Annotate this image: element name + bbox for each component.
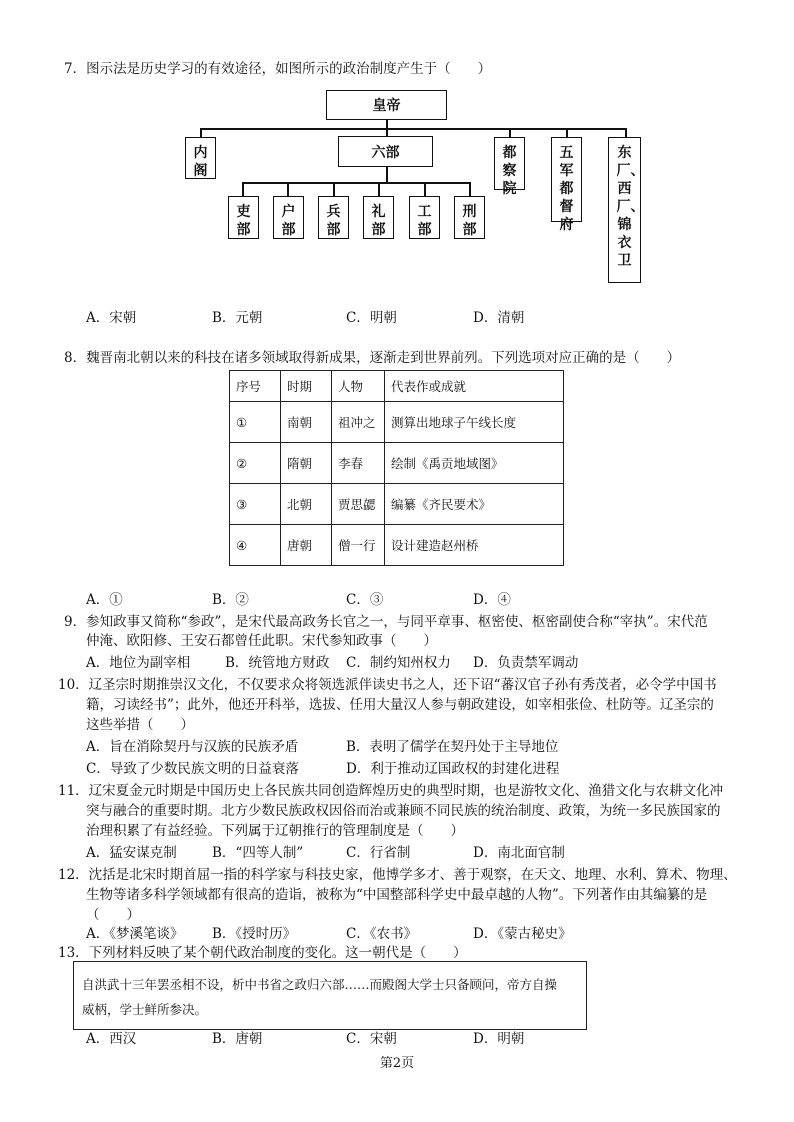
q12-line-1: 12．沈括是北宋时期首屈一指的科学家与科技史家，他博学多才、善于观察，在天文、地理、水利、算术、物理、 <box>58 867 737 883</box>
q12-line-3: （ ） <box>86 907 140 923</box>
q9-option-c[interactable]: C．制约知州权力 <box>346 655 451 671</box>
table-header-cell: 时期 <box>281 371 332 402</box>
emperor-box: 皇帝 <box>326 90 447 120</box>
table-row <box>230 525 564 566</box>
ministry-li2-box: 礼部 <box>363 196 394 239</box>
table-cell: 设计建造赵州桥 <box>385 525 564 566</box>
table-header-cell: 代表作或成就 <box>385 371 564 402</box>
changwei-box: 东厂、西厂、锦衣卫 <box>608 137 641 283</box>
q9-line-2: 仲淹、欧阳修、王安石都曾任此职。宋代参知政事（ ） <box>86 633 437 649</box>
wujun-box: 五军都督府 <box>551 137 582 222</box>
q7-option-a[interactable]: A．宋朝 <box>86 310 137 326</box>
q10-option-d[interactable]: D．利于推动辽国政权的封建化进程 <box>346 761 560 777</box>
table-cell: 祖冲之 <box>332 402 385 443</box>
page-number: 第2页 <box>379 1056 415 1071</box>
table-cell: 僧一行 <box>332 525 385 566</box>
q10-option-c[interactable]: C．导致了少数民族文明的日益衰落 <box>86 761 299 777</box>
q8-stem: 8．魏晋南北朝以来的科技在诸多领域取得新成果，逐渐走到世界前列。下列选项对应正确的是（ ） <box>64 350 681 366</box>
q9-option-b[interactable]: B．统管地方财政 <box>225 655 330 671</box>
q11-line-3: 治理积累了有益经验。下列属于辽朝推行的管理制度是（ ） <box>86 823 464 839</box>
q13-option-b[interactable]: B．唐朝 <box>212 1031 263 1047</box>
q13-option-c[interactable]: C．宋朝 <box>346 1031 397 1047</box>
q8-option-b[interactable]: B．② <box>212 592 249 608</box>
q8-option-a[interactable]: A．① <box>86 592 123 608</box>
table-cell: 隋朝 <box>281 443 332 484</box>
table-header-row <box>230 371 564 402</box>
q10-line-3: 这些举措（ ） <box>86 717 194 733</box>
ministry-bing-box: 兵部 <box>318 196 349 239</box>
q12-option-d[interactable]: D．《蒙古秘史》 <box>473 926 572 942</box>
q8-option-c[interactable]: C．③ <box>346 592 384 608</box>
ministry-hu-box: 户部 <box>273 196 304 239</box>
q12-option-c[interactable]: C．《农书》 <box>346 926 418 942</box>
q11-line-1: 11．辽宋夏金元时期是中国历史上各民族共同创造辉煌历史的典型时期，也是游牧文化、渔猎文化与农耕文化冲 <box>58 783 724 799</box>
q10-line-2: 籍，习读经书”；此外，他还开科举，选拔、任用大量汉人参与朝政建设，如宰相张俭、杜防等。辽圣宗的 <box>86 697 714 713</box>
ministry-li-box: 吏部 <box>228 196 259 239</box>
q13-quote-line-1: 自洪武十三年罢丞相不设，析中书省之政归六部……而殿阁大学士只备顾问，帝方自操 <box>82 977 558 992</box>
table-cell: 北朝 <box>281 484 332 525</box>
table-cell: ④ <box>230 525 281 566</box>
political-system-diagram <box>0 0 794 300</box>
table-cell: 贾思勰 <box>332 484 385 525</box>
table-header-cell: 人物 <box>332 371 385 402</box>
table-cell: 测算出地球子午线长度 <box>385 402 564 443</box>
q13-option-d[interactable]: D．明朝 <box>473 1031 525 1047</box>
q13-stem: 13．下列材料反映了某个朝代政治制度的变化。这一朝代是（ ） <box>58 945 467 961</box>
table-cell: 绘制《禹贡地域图》 <box>385 443 564 484</box>
q9-line-1: 9．参知政事又简称“参政”，是宋代最高政务长官之一，与同平章事、枢密使、枢密副使合称“宰执”。宋代范 <box>64 614 708 630</box>
q11-option-d[interactable]: D．南北面官制 <box>473 845 565 861</box>
q11-line-2: 突与融合的重要时期。北方少数民族政权因俗而治或兼顾不同民族的统治制度、政策，为统一多民族国家的 <box>86 803 721 819</box>
q11-option-b[interactable]: B．“四等人制” <box>212 845 304 861</box>
q12-line-2: 生物等诸多科学领域都有很高的造诣，被称为“中国整部科学史中最卓越的人物”。下列著作由其编纂的是 <box>86 887 708 903</box>
q9-option-a[interactable]: A．地位为副宰相 <box>86 655 191 671</box>
q12-option-b[interactable]: B．《授时历》 <box>212 926 297 942</box>
q7-option-b[interactable]: B．元朝 <box>212 310 263 326</box>
q13-option-a[interactable]: A．西汉 <box>86 1031 137 1047</box>
q9-option-d[interactable]: D．负责禁军调动 <box>473 655 579 671</box>
q7-option-d[interactable]: D．清朝 <box>473 310 525 326</box>
liubu-box: 六部 <box>338 136 433 167</box>
q10-option-b[interactable]: B．表明了儒学在契丹处于主导地位 <box>346 739 559 755</box>
duchayuan-box: 都察院 <box>494 137 525 190</box>
q13-quote-box <box>73 961 587 1030</box>
q7-stem: 7．图示法是历史学习的有效途径，如图所示的政治制度产生于（ ） <box>64 61 492 77</box>
science-table <box>229 370 564 566</box>
table-row <box>230 443 564 484</box>
table-cell: 南朝 <box>281 402 332 443</box>
q10-line-1: 10．辽圣宗时期推崇汉文化，不仅要求众将领选派伴读史书之人，还下诏“蕃汉官子孙有秀茂者，必令学中国书 <box>58 677 717 693</box>
q8-option-d[interactable]: D．④ <box>473 592 511 608</box>
table-row <box>230 402 564 443</box>
q7-option-c[interactable]: C．明朝 <box>346 310 397 326</box>
table-cell: ② <box>230 443 281 484</box>
q13-quote-line-2: 威柄，学士鲜所参决。 <box>82 1002 208 1017</box>
neige-box: 内阁 <box>185 137 216 179</box>
table-header-cell: 序号 <box>230 371 281 402</box>
table-cell: 编纂《齐民要术》 <box>385 484 564 525</box>
ministry-gong-box: 工部 <box>409 196 440 239</box>
table-row <box>230 484 564 525</box>
q10-option-a[interactable]: A．旨在消除契丹与汉族的民族矛盾 <box>86 739 299 755</box>
q12-option-a[interactable]: A．《梦溪笔谈》 <box>86 926 184 942</box>
table-cell: 唐朝 <box>281 525 332 566</box>
table-cell: 李春 <box>332 443 385 484</box>
table-cell: ① <box>230 402 281 443</box>
q11-option-a[interactable]: A．猛安谋克制 <box>86 845 177 861</box>
q11-option-c[interactable]: C．行省制 <box>346 845 411 861</box>
table-cell: ③ <box>230 484 281 525</box>
ministry-xing-box: 刑部 <box>454 196 485 239</box>
